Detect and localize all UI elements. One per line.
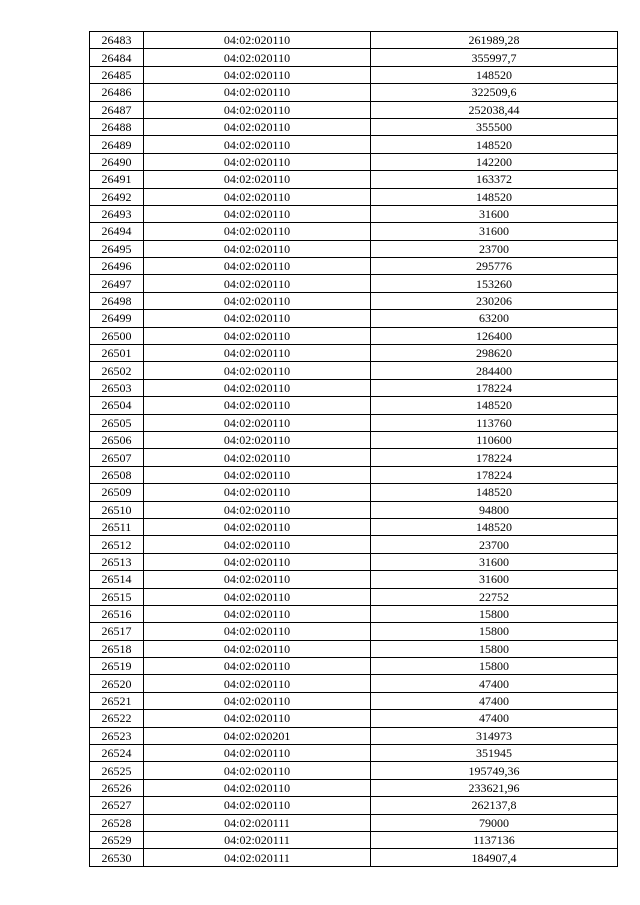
row-id-cell: 26504 [90,397,144,414]
code-cell: 04:02:020110 [144,536,371,553]
row-id-cell: 26528 [90,814,144,831]
row-id-cell: 26529 [90,831,144,848]
amount-cell: 15800 [371,623,618,640]
code-cell: 04:02:020110 [144,49,371,66]
code-cell: 04:02:020201 [144,727,371,744]
row-id-cell: 26503 [90,379,144,396]
code-cell: 04:02:020110 [144,571,371,588]
table-row [90,66,618,83]
code-cell: 04:02:020110 [144,258,371,275]
code-cell: 04:02:020110 [144,362,371,379]
table-row [90,727,618,744]
table-row [90,814,618,831]
code-cell: 04:02:020110 [144,310,371,327]
table-row [90,466,618,483]
code-cell: 04:02:020110 [144,136,371,153]
code-cell: 04:02:020110 [144,431,371,448]
amount-cell: 142200 [371,153,618,170]
code-cell: 04:02:020110 [144,588,371,605]
row-id-cell: 26510 [90,501,144,518]
code-cell: 04:02:020110 [144,745,371,762]
code-cell: 04:02:020110 [144,171,371,188]
row-id-cell: 26490 [90,153,144,170]
amount-cell: 15800 [371,605,618,622]
table-row [90,484,618,501]
row-id-cell: 26530 [90,849,144,866]
row-id-cell: 26525 [90,762,144,779]
amount-cell: 15800 [371,640,618,657]
table-row [90,240,618,257]
amount-cell: 23700 [371,240,618,257]
code-cell: 04:02:020110 [144,449,371,466]
row-id-cell: 26516 [90,605,144,622]
table-row [90,310,618,327]
row-id-cell: 26493 [90,205,144,222]
table-row [90,518,618,535]
row-id-cell: 26518 [90,640,144,657]
code-cell: 04:02:020110 [144,762,371,779]
row-id-cell: 26499 [90,310,144,327]
amount-cell: 355997,7 [371,49,618,66]
row-id-cell: 26487 [90,101,144,118]
table-row [90,205,618,222]
table-row [90,710,618,727]
amount-cell: 262137,8 [371,797,618,814]
code-cell: 04:02:020110 [144,292,371,309]
row-id-cell: 26494 [90,223,144,240]
row-id-cell: 26498 [90,292,144,309]
amount-cell: 47400 [371,675,618,692]
row-id-cell: 26505 [90,414,144,431]
row-id-cell: 26497 [90,275,144,292]
table-row [90,675,618,692]
code-cell: 04:02:020110 [144,710,371,727]
table-row [90,605,618,622]
code-cell: 04:02:020110 [144,188,371,205]
amount-cell: 1137136 [371,831,618,848]
amount-cell: 23700 [371,536,618,553]
row-id-cell: 26486 [90,84,144,101]
table-row [90,431,618,448]
amount-cell: 355500 [371,118,618,135]
code-cell: 04:02:020110 [144,605,371,622]
row-id-cell: 26484 [90,49,144,66]
code-cell: 04:02:020110 [144,553,371,570]
code-cell: 04:02:020110 [144,101,371,118]
code-cell: 04:02:020110 [144,797,371,814]
amount-cell: 230206 [371,292,618,309]
amount-cell: 47400 [371,692,618,709]
row-id-cell: 26485 [90,66,144,83]
amount-cell: 298620 [371,345,618,362]
code-cell: 04:02:020110 [144,327,371,344]
row-id-cell: 26526 [90,779,144,796]
code-cell: 04:02:020110 [144,779,371,796]
row-id-cell: 26496 [90,258,144,275]
row-id-cell: 26491 [90,171,144,188]
table-row [90,223,618,240]
code-cell: 04:02:020110 [144,484,371,501]
amount-cell: 148520 [371,518,618,535]
table-row [90,640,618,657]
code-cell: 04:02:020110 [144,501,371,518]
code-cell: 04:02:020110 [144,118,371,135]
amount-cell: 295776 [371,258,618,275]
amount-cell: 351945 [371,745,618,762]
row-id-cell: 26521 [90,692,144,709]
row-id-cell: 26523 [90,727,144,744]
code-cell: 04:02:020110 [144,32,371,49]
code-cell: 04:02:020111 [144,831,371,848]
code-cell: 04:02:020110 [144,692,371,709]
table-row [90,553,618,570]
row-id-cell: 26500 [90,327,144,344]
amount-cell: 148520 [371,188,618,205]
amount-cell: 195749,36 [371,762,618,779]
table-row [90,292,618,309]
amount-cell: 31600 [371,223,618,240]
amount-cell: 163372 [371,171,618,188]
table-row [90,275,618,292]
row-id-cell: 26513 [90,553,144,570]
table-row [90,449,618,466]
data-table [89,31,618,867]
amount-cell: 148520 [371,397,618,414]
table-row [90,692,618,709]
amount-cell: 148520 [371,484,618,501]
row-id-cell: 26517 [90,623,144,640]
row-id-cell: 26508 [90,466,144,483]
row-id-cell: 26502 [90,362,144,379]
row-id-cell: 26492 [90,188,144,205]
table-row [90,258,618,275]
amount-cell: 15800 [371,658,618,675]
code-cell: 04:02:020110 [144,66,371,83]
row-id-cell: 26514 [90,571,144,588]
code-cell: 04:02:020110 [144,153,371,170]
code-cell: 04:02:020110 [144,84,371,101]
amount-cell: 261989,28 [371,32,618,49]
table-row [90,84,618,101]
table-row [90,118,618,135]
table-row [90,327,618,344]
amount-cell: 47400 [371,710,618,727]
row-id-cell: 26511 [90,518,144,535]
table-row [90,797,618,814]
code-cell: 04:02:020110 [144,675,371,692]
code-cell: 04:02:020110 [144,518,371,535]
code-cell: 04:02:020110 [144,466,371,483]
table-row [90,49,618,66]
table-row [90,362,618,379]
row-id-cell: 26519 [90,658,144,675]
code-cell: 04:02:020110 [144,275,371,292]
amount-cell: 314973 [371,727,618,744]
amount-cell: 178224 [371,379,618,396]
table-body [90,32,618,867]
code-cell: 04:02:020110 [144,397,371,414]
code-cell: 04:02:020111 [144,814,371,831]
row-id-cell: 26524 [90,745,144,762]
table-row [90,745,618,762]
amount-cell: 148520 [371,136,618,153]
code-cell: 04:02:020110 [144,240,371,257]
code-cell: 04:02:020110 [144,205,371,222]
table-row [90,101,618,118]
row-id-cell: 26501 [90,345,144,362]
table-row [90,849,618,866]
table-row [90,588,618,605]
amount-cell: 322509,6 [371,84,618,101]
table-row [90,762,618,779]
amount-cell: 178224 [371,449,618,466]
table-row [90,571,618,588]
row-id-cell: 26495 [90,240,144,257]
table-row [90,397,618,414]
row-id-cell: 26488 [90,118,144,135]
amount-cell: 79000 [371,814,618,831]
table-row [90,414,618,431]
row-id-cell: 26489 [90,136,144,153]
amount-cell: 22752 [371,588,618,605]
amount-cell: 113760 [371,414,618,431]
amount-cell: 94800 [371,501,618,518]
row-id-cell: 26522 [90,710,144,727]
table-row [90,831,618,848]
table-row [90,188,618,205]
amount-cell: 233621,96 [371,779,618,796]
code-cell: 04:02:020110 [144,414,371,431]
code-cell: 04:02:020110 [144,223,371,240]
row-id-cell: 26527 [90,797,144,814]
table-row [90,779,618,796]
table-row [90,623,618,640]
row-id-cell: 26506 [90,431,144,448]
table-row [90,379,618,396]
code-cell: 04:02:020110 [144,640,371,657]
amount-cell: 31600 [371,553,618,570]
code-cell: 04:02:020110 [144,345,371,362]
code-cell: 04:02:020110 [144,379,371,396]
amount-cell: 284400 [371,362,618,379]
table-row [90,32,618,49]
table-row [90,658,618,675]
table-row [90,501,618,518]
code-cell: 04:02:020110 [144,658,371,675]
table-row [90,536,618,553]
row-id-cell: 26515 [90,588,144,605]
code-cell: 04:02:020110 [144,623,371,640]
amount-cell: 148520 [371,66,618,83]
table-row [90,171,618,188]
amount-cell: 110600 [371,431,618,448]
amount-cell: 31600 [371,571,618,588]
amount-cell: 31600 [371,205,618,222]
row-id-cell: 26512 [90,536,144,553]
amount-cell: 126400 [371,327,618,344]
amount-cell: 252038,44 [371,101,618,118]
table-row [90,136,618,153]
amount-cell: 178224 [371,466,618,483]
row-id-cell: 26520 [90,675,144,692]
amount-cell: 184907,4 [371,849,618,866]
row-id-cell: 26507 [90,449,144,466]
amount-cell: 153260 [371,275,618,292]
table-row [90,153,618,170]
amount-cell: 63200 [371,310,618,327]
row-id-cell: 26483 [90,32,144,49]
table-row [90,345,618,362]
row-id-cell: 26509 [90,484,144,501]
code-cell: 04:02:020111 [144,849,371,866]
